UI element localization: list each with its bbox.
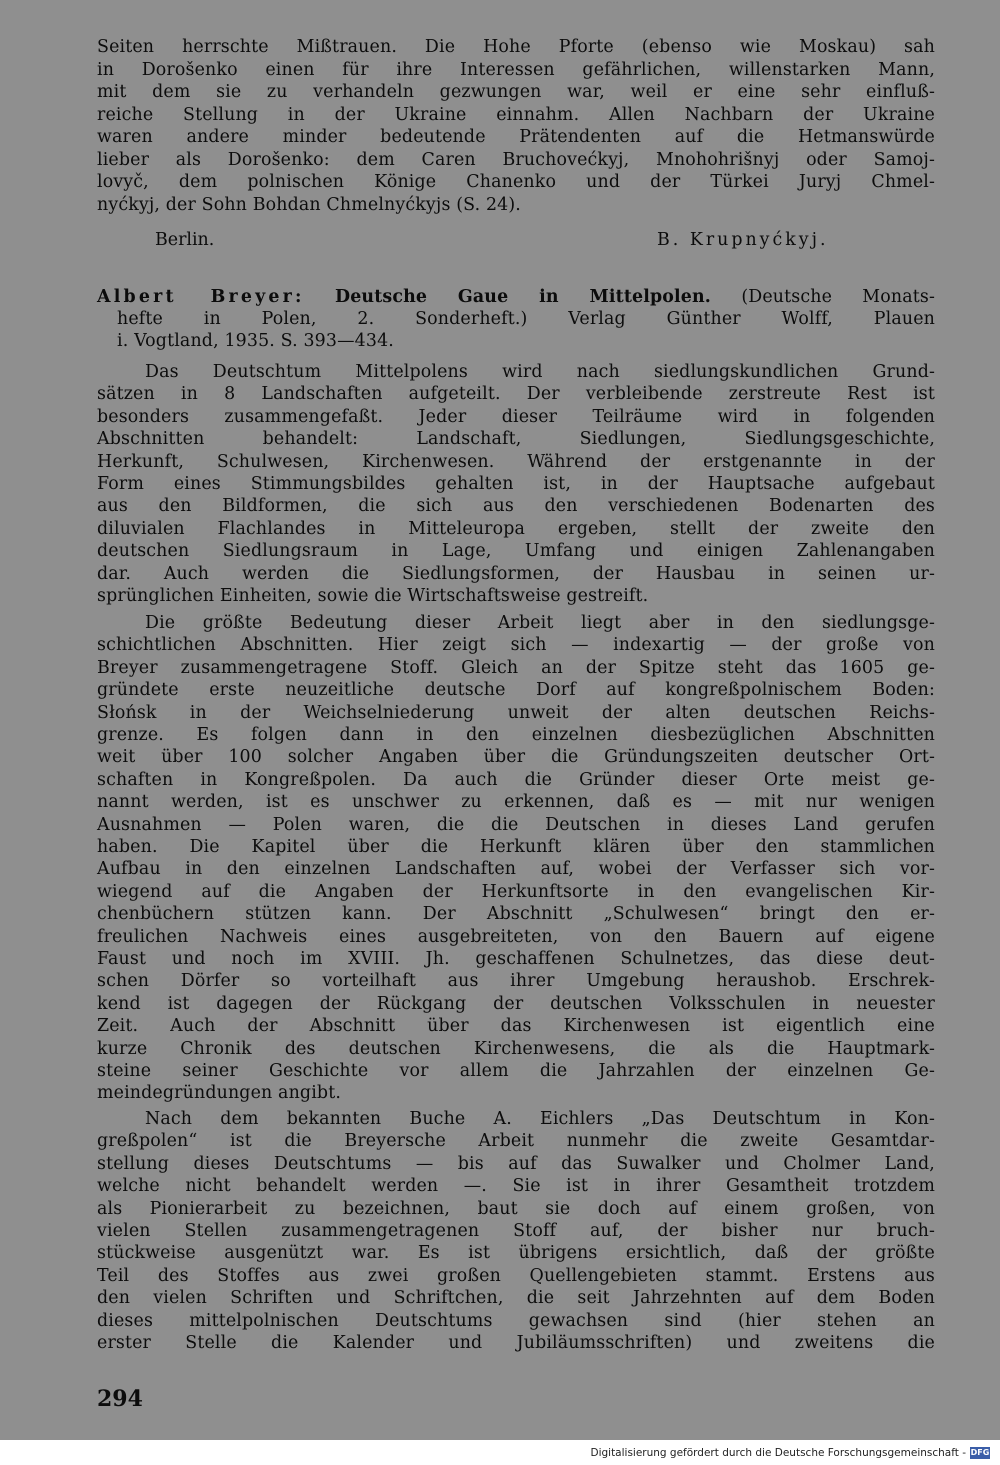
- text-line: aus den Bildformen, die sich aus den verschiedenen Bodenarten des: [97, 496, 935, 517]
- review-title: Deutsche Gaue in Mittelpolen.: [334, 287, 712, 307]
- heading-line: [97, 286, 935, 308]
- text-line: Breyer zusammengetragene Stoff. Gleich an der Spitze steht das 1605 ge-: [97, 657, 935, 678]
- text-line: freulichen Nachweis eines ausgebreiteten, von den Bauern auf eigene: [97, 926, 935, 947]
- text-line: nannt werden, ist es unschwer zu erkennen, daß es — mit nur wenigen: [97, 792, 935, 813]
- text-line: Form eines Stimmungsbildes gehalten ist, in der Hauptsache aufgebaut: [97, 474, 935, 494]
- text-line: Zeit. Auch der Abschnitt über das Kirchenwesen ist eigentlich eine: [97, 1016, 935, 1037]
- text-line: deutschen Siedlungsraum in Lage, Umfang und einigen Zahlenangaben: [97, 541, 935, 562]
- text-line: waren andere minder bedeutende Prätendenten auf die Hetmanswürde: [97, 127, 935, 147]
- text-line: schichtlichen Abschnitten. Hier zeigt sich — indexartig — der große von: [97, 635, 935, 656]
- page-number: 294: [97, 1386, 143, 1412]
- text-line: den vielen Schriften und Schriftchen, die seit Jahrzehnten auf dem Boden: [97, 1288, 935, 1309]
- text-line: Nach dem bekannten Buche A. Eichlers „Das Deutschtum in Kon-: [145, 1109, 935, 1129]
- text-line: haben. Die Kapitel über die Herkunft klären über den stammlichen: [97, 837, 935, 857]
- text-line: in Dorošenko einen für ihre Interessen gefährlichen, willenstarken Mann,: [97, 59, 935, 80]
- text-line: stückweise ausgenützt war. Es ist übrigens ersichtlich, daß der größte: [97, 1243, 935, 1264]
- text-line: Herkunft, Schulwesen, Kirchenwesen. Während der erstgenannte in der: [97, 451, 935, 472]
- text-line: stellung dieses Deutschtums — bis auf das Suwalker und Cholmer Land,: [97, 1153, 935, 1174]
- text-line: greßpolen“ ist die Breyersche Arbeit nunmehr die zweite Gesamtdar-: [97, 1131, 935, 1152]
- text-line: schen Dörfer so vorteilhaft aus ihrer Umgebung heraushob. Erschrek-: [97, 971, 935, 992]
- text-line: chenbüchern stützen kann. Der Abschnitt „Schulwesen“ bringt den er-: [97, 904, 935, 925]
- text-line: erster Stelle die Kalender und Jubiläumsschriften) und zweitens die: [97, 1333, 935, 1353]
- text-line: schaften in Kongreßpolen. Da auch die Gründer dieser Orte meist ge-: [97, 769, 935, 790]
- review-series: (Deutsche Monats-: [741, 287, 935, 307]
- dfg-logo-icon: DFG: [970, 1448, 990, 1457]
- text-line: Abschnitten behandelt: Landschaft, Siedlungen, Siedlungsgeschichte,: [97, 429, 935, 450]
- footer-text: Digitalisierung gefördert durch die Deutsche Forschungsgemeinschaft -: [590, 1447, 966, 1459]
- text-line: Słońsk in der Weichselniederung unweit der alten deutschen Reichs-: [97, 702, 935, 723]
- text-line: lovyč, dem polnischen Könige Chanenko und der Türkei Juryj Chmel-: [97, 172, 935, 192]
- footer-credit: [590, 1446, 990, 1460]
- review-author: Albert Breyer:: [97, 287, 305, 307]
- text-line: Die größte Bedeutung dieser Arbeit liegt aber in den siedlungsge-: [145, 613, 935, 633]
- text-line: besonders zusammengefaßt. Jeder dieser Teilräume wird in folgenden: [97, 406, 935, 427]
- text-line: kurze Chronik des deutschen Kirchenwesens, die als die Hauptmark-: [97, 1038, 935, 1059]
- text-line: sprünglichen Einheiten, sowie die Wirtschaftsweise gestreift.: [97, 586, 649, 606]
- text-line: grenze. Es folgen dann in den einzelnen diesbezüglichen Abschnitten: [97, 725, 935, 745]
- text-line: nyćkyj, der Sohn Bohdan Chmelnyćkyjs (S. 24).: [97, 194, 521, 215]
- text-line: Das Deutschtum Mittelpolens wird nach siedlungskundlichen Grund-: [145, 362, 935, 382]
- text-line: Ausnahmen — Polen waren, die die Deutschen in dieses Land gerufen: [97, 814, 935, 835]
- text-line: Teil des Stoffes aus zwei großen Quellengebieten stammt. Erstens aus: [97, 1265, 935, 1286]
- text-line: weit über 100 solcher Angaben über die Gründungszeiten deutscher Ort-: [97, 747, 935, 768]
- text-line: sätzen in 8 Landschaften aufgeteilt. Der verbleibende zerstreute Rest ist: [97, 384, 935, 405]
- text-line: als Pionierarbeit zu bezeichnen, baut sie doch auf einem großen, von: [97, 1198, 935, 1219]
- text-line: Aufbau in den einzelnen Landschaften auf, wobei der Verfasser sich vor-: [97, 859, 935, 880]
- signature-city: Berlin.: [155, 230, 215, 250]
- text-line: gründete erste neuzeitliche deutsche Dorf auf kongreßpolnischem Boden:: [97, 680, 935, 701]
- text-line: meindegründungen angibt.: [97, 1083, 342, 1104]
- signature-name: B. Krupnyćkyj.: [657, 230, 829, 250]
- text-line: diluvialen Flachlandes in Mitteleuropa ergeben, stellt der zweite den: [97, 518, 935, 539]
- text-line: kend ist dagegen der Rückgang der deutschen Volksschulen in neuester: [97, 993, 935, 1014]
- text-line: wiegend auf die Angaben der Herkunftsorte in den evangelischen Kir-: [97, 881, 935, 902]
- text-line: reiche Stellung in der Ukraine einnahm. Allen Nachbarn der Ukraine: [97, 104, 935, 125]
- text-line: Faust und noch im XVIII. Jh. geschaffenen Schulnetzes, das diese deut-: [97, 949, 935, 969]
- text-line: dieses mittelpolnischen Deutschtums gewachsen sind (hier stehen an: [97, 1310, 935, 1331]
- text-line: lieber als Dorošenko: dem Caren Bruchovećkyj, Mnohohrišnyj oder Samoj-: [97, 149, 935, 170]
- text-line: Seiten herrschte Mißtrauen. Die Hohe Pforte (ebenso wie Moskau) sah: [97, 37, 935, 57]
- heading-line: i. Vogtland, 1935. S. 393—434.: [117, 331, 394, 351]
- heading-line: hefte in Polen, 2. Sonderheft.) Verlag Günther Wolff, Plauen: [117, 309, 935, 329]
- text-line: steine seiner Geschichte vor allem die Jahrzahlen der einzelnen Ge-: [97, 1061, 935, 1081]
- text-line: dar. Auch werden die Siedlungsformen, der Hausbau in seinen ur-: [97, 563, 935, 584]
- text-line: mit dem sie zu verhandeln gezwungen war, weil er eine sehr einfluß-: [97, 82, 935, 102]
- text-line: welche nicht behandelt werden —. Sie ist in ihrer Gesamtheit trotzdem: [97, 1176, 935, 1197]
- text-line: vielen Stellen zusammengetragenen Stoff auf, der bisher nur bruch-: [97, 1221, 935, 1241]
